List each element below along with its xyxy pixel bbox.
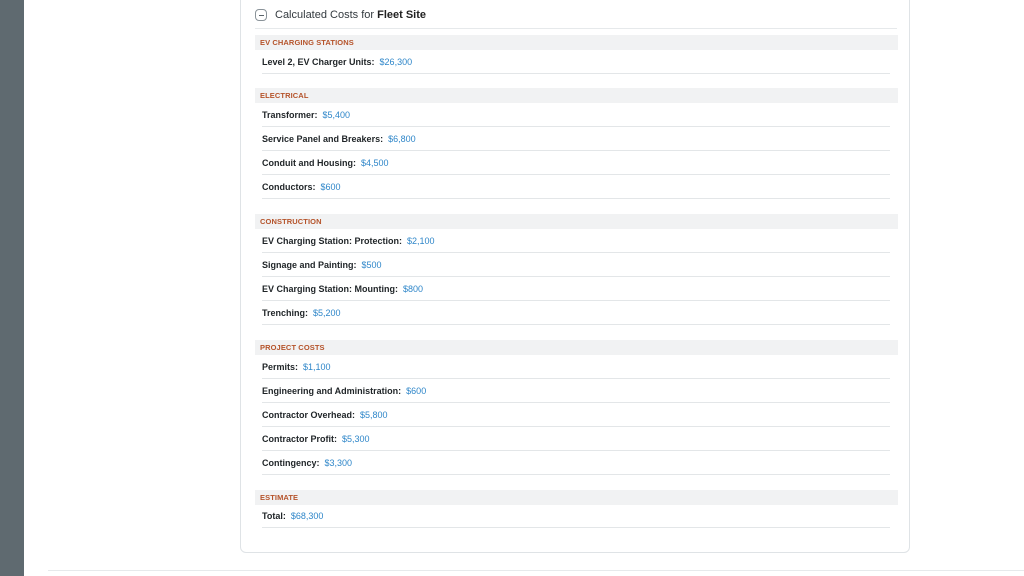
section-project-costs: PROJECT COSTS (255, 340, 898, 355)
cost-value: $26,300 (379, 57, 413, 67)
cost-label: Signage and Painting: (262, 260, 357, 270)
cost-value: $5,800 (360, 410, 388, 420)
cost-label: Engineering and Administration: (262, 386, 402, 396)
cost-row (262, 277, 890, 301)
cost-label: Contractor Overhead: (262, 410, 356, 420)
cost-label: Conduit and Housing: (262, 158, 356, 168)
cost-value: $500 (361, 260, 382, 270)
cost-label: Transformer: (262, 110, 318, 120)
panel-header (255, 7, 426, 23)
panel-title-site: Fleet Site (377, 9, 427, 21)
footer-divider (48, 570, 1024, 571)
cost-value: $800 (402, 284, 424, 294)
calculated-costs-panel (240, 0, 910, 553)
cost-value: $6,800 (388, 134, 416, 144)
left-side-rail (0, 0, 24, 576)
cost-value: $3,300 (324, 458, 353, 468)
cost-row (262, 301, 890, 325)
cost-value: $5,200 (313, 308, 341, 318)
total-value: $68,300 (290, 511, 324, 521)
cost-value: $600 (406, 386, 427, 396)
header-divider (255, 28, 897, 29)
total-row (262, 504, 890, 528)
cost-row (262, 229, 890, 253)
cost-row (262, 151, 890, 175)
cost-row (262, 427, 890, 451)
cost-row (262, 379, 890, 403)
cost-row (262, 403, 890, 427)
cost-value: $2,100 (407, 236, 435, 246)
cost-label: Contingency: (262, 458, 320, 468)
cost-label: Permits: (262, 362, 299, 372)
cost-label: EV Charging Station: Protection: (262, 236, 403, 246)
cost-value: $1,100 (303, 362, 331, 372)
cost-label: Level 2, EV Charger Units: (262, 57, 375, 67)
cost-label: Contractor Profit: (262, 434, 337, 444)
cost-row (262, 355, 890, 379)
cost-value: $600 (320, 182, 341, 192)
cost-label: Trenching: (262, 308, 309, 318)
total-label: Total: (262, 511, 286, 521)
cost-value: $5,300 (342, 434, 370, 444)
cost-row (262, 103, 890, 127)
section-construction: CONSTRUCTION (255, 214, 898, 229)
section-ev-charging-stations: EV CHARGING STATIONS (255, 35, 898, 50)
cost-value: $4,500 (360, 158, 389, 168)
cost-row (262, 451, 890, 475)
cost-row (262, 127, 890, 151)
panel-title (275, 9, 426, 21)
cost-value: $5,400 (322, 110, 351, 120)
cost-label: Conductors: (262, 182, 316, 192)
cost-label: Service Panel and Breakers: (262, 134, 384, 144)
panel-title-prefix: Calculated Costs for (275, 9, 375, 21)
cost-row (262, 175, 890, 199)
section-estimate: ESTIMATE (255, 490, 898, 505)
collapse-icon[interactable] (255, 9, 267, 21)
cost-row (262, 253, 890, 277)
cost-row (262, 50, 890, 74)
cost-label: EV Charging Station: Mounting: (262, 284, 398, 294)
section-electrical: ELECTRICAL (255, 88, 898, 103)
